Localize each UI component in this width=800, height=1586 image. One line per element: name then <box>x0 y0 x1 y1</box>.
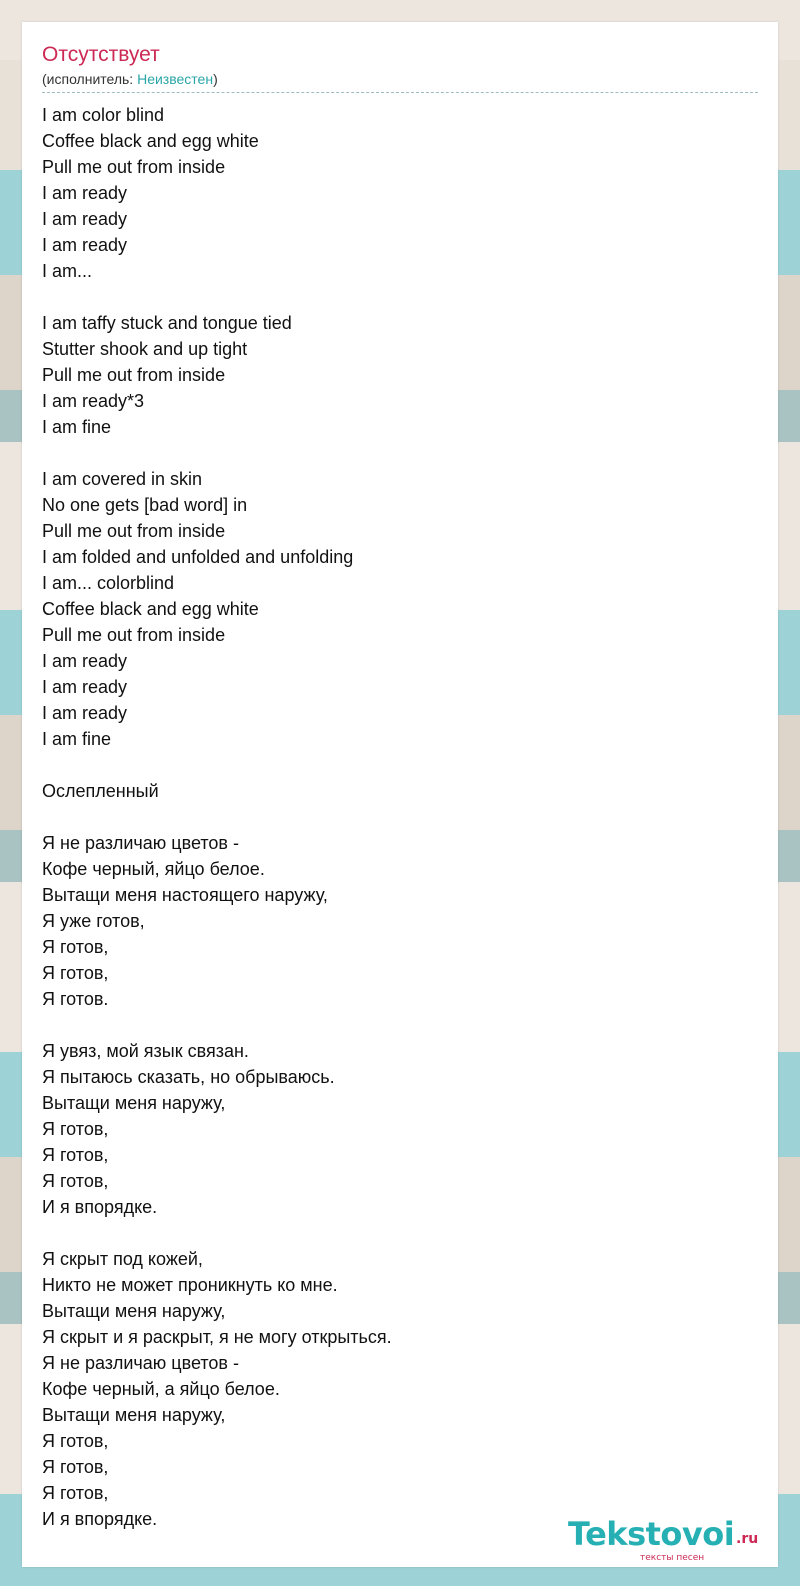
lyric-line <box>42 752 758 778</box>
lyric-line: I am fine <box>42 417 112 437</box>
lyric-line: Я увяз, мой язык связан. <box>42 1041 249 1061</box>
lyrics-text <box>42 102 758 1532</box>
artist-link[interactable]: Неизвестен <box>137 71 214 87</box>
lyric-line: I am... colorblind <box>42 573 175 593</box>
lyric-line <box>42 284 758 310</box>
lyric-line: Кофе черный, а яйцо белое. <box>42 1379 280 1399</box>
lyric-line: I am color blind <box>42 105 165 125</box>
lyric-line: Coffee black and egg white <box>42 599 259 619</box>
lyric-line: I am fine <box>42 729 112 749</box>
artist-suffix: ) <box>213 71 218 87</box>
logo-domain: .ru <box>736 1531 759 1547</box>
lyric-line: I am ready <box>42 235 128 255</box>
lyric-line: Ослепленный <box>42 781 159 801</box>
lyric-line: Я готов, <box>42 1457 109 1477</box>
lyric-line: Я готов, <box>42 1483 109 1503</box>
header-divider <box>42 92 758 93</box>
lyric-line: Pull me out from inside <box>42 157 226 177</box>
lyric-line: Coffee black and egg white <box>42 131 259 151</box>
lyric-line: I am ready <box>42 703 128 723</box>
lyric-line <box>42 804 758 830</box>
lyric-line: Вытащи меня настоящего наружу, <box>42 885 328 905</box>
lyric-line: Я готов, <box>42 937 109 957</box>
lyric-line: I am ready <box>42 183 128 203</box>
lyric-line <box>42 1012 758 1038</box>
lyric-line: Я скрыт и я раскрыт, я не могу открыться. <box>42 1327 392 1347</box>
lyrics-card <box>22 22 778 1567</box>
lyric-line: И я впорядке. <box>42 1197 158 1217</box>
lyric-line: Я не различаю цветов - <box>42 1353 239 1373</box>
lyric-line: Я не различаю цветов - <box>42 833 239 853</box>
lyric-line: Я пытаюсь сказать, но обрываюсь. <box>42 1067 335 1087</box>
lyric-line: I am taffy stuck and tongue tied <box>42 313 292 333</box>
song-title: Отсутствует <box>42 43 160 66</box>
lyric-line <box>42 440 758 466</box>
lyric-line: И я впорядке. <box>42 1509 158 1529</box>
lyric-line: Вытащи меня наружу, <box>42 1093 226 1113</box>
lyric-line: Я уже готов, <box>42 911 145 931</box>
lyric-line: I am folded and unfolded and unfolding <box>42 547 354 567</box>
lyric-line: No one gets [bad word] in <box>42 495 248 515</box>
lyric-line: Кофе черный, яйцо белое. <box>42 859 265 879</box>
lyric-line: I am ready <box>42 677 128 697</box>
lyric-line: Вытащи меня наружу, <box>42 1405 226 1425</box>
lyric-line: Я готов, <box>42 1431 109 1451</box>
lyric-line: Я готов, <box>42 1145 109 1165</box>
artist-line <box>42 70 218 88</box>
lyric-line: Pull me out from inside <box>42 365 226 385</box>
site-logo[interactable] <box>568 1516 778 1566</box>
lyric-line: Я готов, <box>42 1171 109 1191</box>
lyric-line: I am ready*3 <box>42 391 145 411</box>
lyric-line: I am covered in skin <box>42 469 203 489</box>
logo-wordmark: Tekstovoi <box>568 1515 735 1553</box>
lyric-line: Я готов, <box>42 1119 109 1139</box>
lyric-line: Вытащи меня наружу, <box>42 1301 226 1321</box>
logo-tagline: тексты песен <box>640 1553 705 1563</box>
lyric-line: Pull me out from inside <box>42 625 226 645</box>
lyric-line: I am ready <box>42 651 128 671</box>
lyric-line: Я готов, <box>42 963 109 983</box>
lyric-line <box>42 1220 758 1246</box>
lyric-line: Я готов. <box>42 989 109 1009</box>
lyric-line: I am ready <box>42 209 128 229</box>
lyric-line: Никто не может проникнуть ко мне. <box>42 1275 338 1295</box>
lyric-line: I am... <box>42 261 93 281</box>
artist-prefix: (исполнитель: <box>42 71 138 87</box>
lyric-line: Я скрыт под кожей, <box>42 1249 203 1269</box>
lyric-line: Pull me out from inside <box>42 521 226 541</box>
lyric-line: Stutter shook and up tight <box>42 339 248 359</box>
